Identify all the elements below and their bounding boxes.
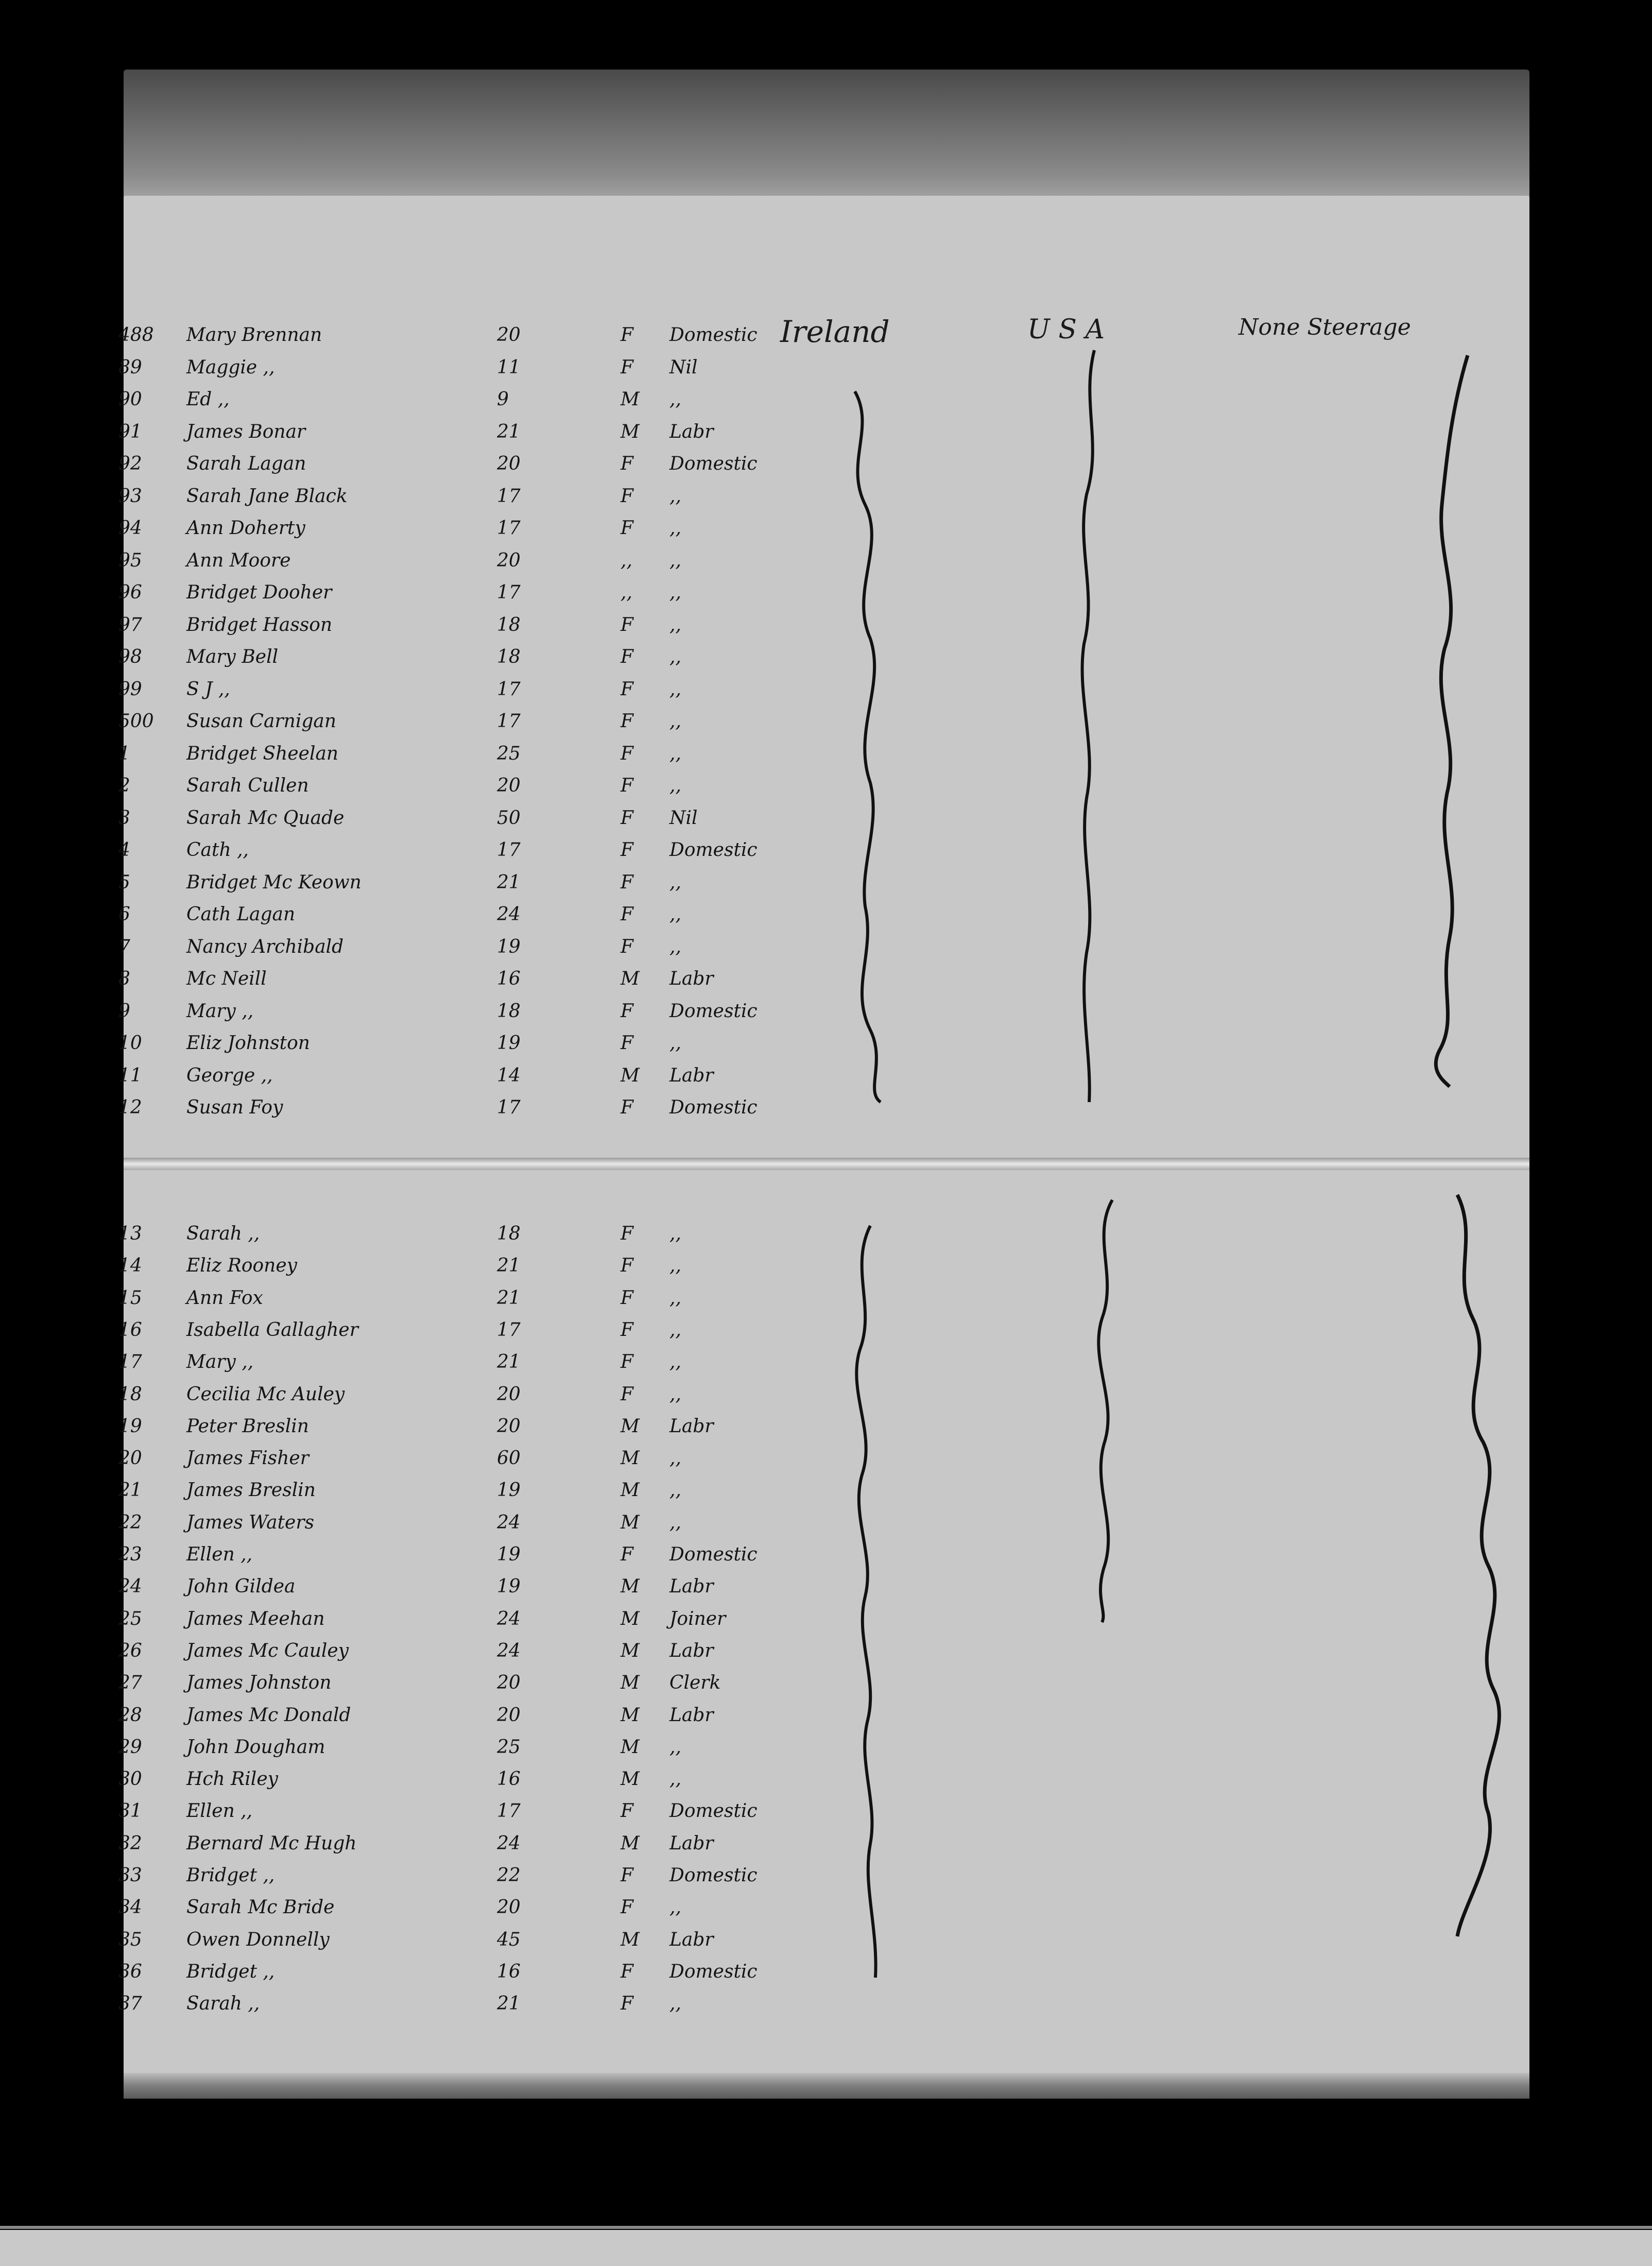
entry-number: 28 xyxy=(118,1704,142,1726)
passenger-sex: M xyxy=(621,1576,640,1598)
passenger-name: James Bonar xyxy=(186,421,306,442)
passenger-age: 25 xyxy=(497,1736,521,1758)
entry-number: 2 xyxy=(118,775,130,796)
passenger-age: 20 xyxy=(497,1415,521,1437)
entry-number: 94 xyxy=(118,518,142,539)
passenger-age: 21 xyxy=(497,1287,521,1309)
passenger-sex: F xyxy=(621,1383,633,1405)
entry-number: 6 xyxy=(118,904,130,925)
passenger-name: Mc Neill xyxy=(186,968,267,989)
entry-number: 29 xyxy=(118,1736,142,1758)
passenger-sex: F xyxy=(621,1961,633,1982)
entry-number: 16 xyxy=(118,1319,142,1341)
passenger-name: George ,, xyxy=(186,1065,273,1086)
passenger-age: 18 xyxy=(497,1223,521,1244)
entry-number: 35 xyxy=(118,1929,142,1950)
passenger-occupation: ,, xyxy=(669,936,681,957)
passenger-sex: F xyxy=(621,485,633,507)
passenger-sex: F xyxy=(621,904,633,925)
passenger-sex: M xyxy=(621,1929,640,1950)
passenger-age: 16 xyxy=(497,968,521,989)
entry-number: 14 xyxy=(118,1255,142,1277)
passenger-sex: M xyxy=(621,1448,640,1469)
passenger-occupation: Joiner xyxy=(669,1608,726,1629)
passenger-age: 16 xyxy=(497,1769,521,1790)
entry-number: 11 xyxy=(118,1065,142,1086)
entry-number: 22 xyxy=(118,1512,142,1533)
entry-number: 13 xyxy=(118,1223,142,1244)
passenger-sex: F xyxy=(621,839,633,861)
entry-number: 89 xyxy=(118,356,142,378)
passenger-occupation: ,, xyxy=(669,1512,681,1533)
entry-number: 21 xyxy=(118,1480,142,1501)
entry-number: 95 xyxy=(118,550,142,571)
passenger-age: 9 xyxy=(497,389,509,410)
passenger-occupation: Labr xyxy=(669,1415,714,1437)
passenger-name: James Mc Donald xyxy=(186,1704,351,1726)
passenger-name: James Fisher xyxy=(186,1448,309,1469)
entry-number: 500 xyxy=(118,711,154,732)
passenger-occupation: Domestic xyxy=(669,1097,758,1118)
passenger-age: 21 xyxy=(497,871,521,893)
passenger-occupation: ,, xyxy=(669,1255,681,1277)
passenger-sex: M xyxy=(621,1065,640,1086)
passenger-occupation: ,, xyxy=(669,1383,681,1405)
passenger-sex: F xyxy=(621,936,633,957)
entry-number: 23 xyxy=(118,1544,142,1565)
entry-number: 91 xyxy=(118,421,142,442)
passenger-name: Isabella Gallagher xyxy=(186,1319,358,1341)
passenger-name: Cecilia Mc Auley xyxy=(186,1383,345,1405)
passenger-name: Mary ,, xyxy=(186,1351,254,1373)
passenger-occupation: ,, xyxy=(669,1319,681,1341)
passenger-age: 17 xyxy=(497,1097,521,1118)
passenger-occupation: ,, xyxy=(669,614,681,636)
passenger-age: 11 xyxy=(497,356,521,378)
passenger-name: Mary Bell xyxy=(186,646,279,667)
passenger-name: Ann Fox xyxy=(186,1287,263,1309)
passenger-sex: M xyxy=(621,1640,640,1661)
passenger-sex: F xyxy=(621,1033,633,1054)
passenger-sex: M xyxy=(621,1769,640,1790)
passenger-name: Bridget ,, xyxy=(186,1961,275,1982)
passenger-age: 20 xyxy=(497,1672,521,1694)
passenger-name: Eliz Johnston xyxy=(186,1033,310,1054)
passenger-occupation: Labr xyxy=(669,1929,714,1950)
passenger-occupation: Labr xyxy=(669,1704,714,1726)
entry-number: 17 xyxy=(118,1351,142,1373)
passenger-occupation: ,, xyxy=(669,550,681,571)
passenger-occupation: ,, xyxy=(669,678,681,700)
passenger-occupation: Domestic xyxy=(669,1000,758,1022)
passenger-age: 19 xyxy=(497,1544,521,1565)
entry-number: 15 xyxy=(118,1287,142,1309)
passenger-name: Sarah Mc Bride xyxy=(186,1897,335,1918)
passenger-occupation: Labr xyxy=(669,421,714,442)
entry-number: 27 xyxy=(118,1672,142,1694)
entry-number: 19 xyxy=(118,1415,142,1437)
passenger-sex: M xyxy=(621,1512,640,1533)
passenger-occupation: Domestic xyxy=(669,1544,758,1565)
entry-number: 37 xyxy=(118,1993,142,2015)
passenger-sex: F xyxy=(621,1097,633,1118)
passenger-age: 50 xyxy=(497,807,521,829)
passenger-occupation: ,, xyxy=(669,389,681,410)
entry-number: 26 xyxy=(118,1640,142,1661)
passenger-sex: F xyxy=(621,678,633,700)
passenger-sex: M xyxy=(621,968,640,989)
passenger-sex: F xyxy=(621,1800,633,1822)
passenger-name: Bridget Mc Keown xyxy=(186,871,362,893)
ditto-line-remarks-top xyxy=(1436,355,1468,1087)
entry-number: 25 xyxy=(118,1608,142,1629)
passenger-occupation: Domestic xyxy=(669,839,758,861)
passenger-sex: F xyxy=(621,1897,633,1918)
entry-number: 93 xyxy=(118,485,142,507)
passenger-sex: F xyxy=(621,1000,633,1022)
passenger-age: 19 xyxy=(497,1480,521,1501)
passenger-name: Sarah ,, xyxy=(186,1223,260,1244)
passenger-age: 21 xyxy=(497,1993,521,2015)
entry-number: 5 xyxy=(118,871,130,893)
entry-number: 90 xyxy=(118,389,142,410)
passenger-name: Ann Doherty xyxy=(186,518,305,539)
passenger-occupation: ,, xyxy=(669,871,681,893)
passenger-sex: F xyxy=(621,807,633,829)
passenger-name: Bridget ,, xyxy=(186,1865,275,1886)
passenger-name: Hch Riley xyxy=(186,1769,278,1790)
destination-header: U S A xyxy=(1027,314,1105,345)
passenger-name: Maggie ,, xyxy=(186,356,275,378)
passenger-occupation: Clerk xyxy=(669,1672,721,1694)
ditto-line-remarks-bottom xyxy=(1457,1195,1499,1936)
passenger-occupation: ,, xyxy=(669,1448,681,1469)
passenger-occupation: Nil xyxy=(669,356,698,378)
ditto-line-country-top xyxy=(855,391,881,1102)
passenger-age: 20 xyxy=(497,1897,521,1918)
passenger-occupation: ,, xyxy=(669,904,681,925)
passenger-name: James Waters xyxy=(186,1512,315,1533)
passenger-age: 21 xyxy=(497,421,521,442)
passenger-occupation: Nil xyxy=(669,807,698,829)
passenger-age: 24 xyxy=(497,1512,521,1533)
passenger-age: 17 xyxy=(497,485,521,507)
passenger-sex: M xyxy=(621,389,640,410)
passenger-name: Mary Brennan xyxy=(186,324,322,346)
passenger-name: Ellen ,, xyxy=(186,1800,253,1822)
passenger-occupation: Domestic xyxy=(669,453,758,474)
passenger-name: Nancy Archibald xyxy=(186,936,344,957)
entry-number: 30 xyxy=(118,1769,142,1790)
passenger-name: Bernard Mc Hugh xyxy=(186,1832,357,1854)
passenger-age: 17 xyxy=(497,582,521,603)
entry-number: 10 xyxy=(118,1033,142,1054)
ditto-line-country-bottom xyxy=(856,1226,875,1978)
passenger-sex: F xyxy=(621,775,633,796)
passenger-age: 20 xyxy=(497,775,521,796)
entry-number: 8 xyxy=(118,968,130,989)
country-header: Ireland xyxy=(780,314,890,349)
passenger-name: James Breslin xyxy=(186,1480,316,1501)
entry-number: 99 xyxy=(118,678,142,700)
passenger-age: 24 xyxy=(497,1608,521,1629)
passenger-age: 18 xyxy=(497,1000,521,1022)
passenger-occupation: Labr xyxy=(669,1065,714,1086)
passenger-name: Ellen ,, xyxy=(186,1544,253,1565)
passenger-name: Sarah Lagan xyxy=(186,453,306,474)
passenger-name: Owen Donnelly xyxy=(186,1929,330,1950)
entry-number: 4 xyxy=(118,839,130,861)
passenger-name: James Johnston xyxy=(186,1672,332,1694)
passenger-name: Bridget Dooher xyxy=(186,582,332,603)
entry-number: 18 xyxy=(118,1383,142,1405)
passenger-occupation: ,, xyxy=(669,1033,681,1054)
passenger-age: 18 xyxy=(497,614,521,636)
passenger-age: 21 xyxy=(497,1351,521,1373)
passenger-sex: M xyxy=(621,421,640,442)
passenger-occupation: ,, xyxy=(669,743,681,764)
passenger-sex: F xyxy=(621,1865,633,1886)
passenger-sex: F xyxy=(621,614,633,636)
entry-number: 98 xyxy=(118,646,142,667)
passenger-age: 60 xyxy=(497,1448,521,1469)
passenger-sex: M xyxy=(621,1608,640,1629)
passenger-occupation: ,, xyxy=(669,1736,681,1758)
entry-number: 32 xyxy=(118,1832,142,1854)
passenger-name: Peter Breslin xyxy=(186,1415,309,1437)
entry-number: 7 xyxy=(118,936,130,957)
passenger-sex: F xyxy=(621,1223,633,1244)
passenger-sex: F xyxy=(621,518,633,539)
passenger-name: Eliz Rooney xyxy=(186,1255,297,1277)
passenger-occupation: Domestic xyxy=(669,1961,758,1982)
entry-number: 97 xyxy=(118,614,142,636)
passenger-occupation: ,, xyxy=(669,1897,681,1918)
passenger-occupation: ,, xyxy=(669,711,681,732)
passenger-sex: ,, xyxy=(621,582,632,603)
passenger-age: 20 xyxy=(497,1383,521,1405)
passenger-age: 17 xyxy=(497,839,521,861)
passenger-occupation: ,, xyxy=(669,485,681,507)
passenger-sex: F xyxy=(621,453,633,474)
entry-number: 36 xyxy=(118,1961,142,1982)
entry-number: 488 xyxy=(118,324,154,346)
passenger-sex: F xyxy=(621,1319,633,1341)
passenger-age: 17 xyxy=(497,518,521,539)
passenger-age: 16 xyxy=(497,1961,521,1982)
passenger-age: 17 xyxy=(497,1319,521,1341)
passenger-name: Ed ,, xyxy=(186,389,230,410)
passenger-name: James Meehan xyxy=(186,1608,325,1629)
passenger-name: Susan Carnigan xyxy=(186,711,337,732)
passenger-occupation: Domestic xyxy=(669,1865,758,1886)
passenger-sex: F xyxy=(621,1287,633,1309)
ditto-line-destination-bottom xyxy=(1098,1200,1112,1622)
passenger-name: Bridget Sheelan xyxy=(186,743,339,764)
passenger-name: Ann Moore xyxy=(186,550,291,571)
entry-number: 24 xyxy=(118,1576,142,1598)
passenger-sex: F xyxy=(621,1544,633,1565)
passenger-occupation: ,, xyxy=(669,1993,681,2015)
passenger-sex: F xyxy=(621,646,633,667)
passenger-occupation: ,, xyxy=(669,518,681,539)
entry-number: 34 xyxy=(118,1897,142,1918)
passenger-occupation: Labr xyxy=(669,968,714,989)
passenger-age: 24 xyxy=(497,904,521,925)
passenger-age: 17 xyxy=(497,711,521,732)
passenger-age: 19 xyxy=(497,1576,521,1598)
passenger-sex: M xyxy=(621,1704,640,1726)
passenger-name: Cath ,, xyxy=(186,839,249,861)
passenger-age: 21 xyxy=(497,1255,521,1277)
passenger-sex: M xyxy=(621,1480,640,1501)
passenger-occupation: ,, xyxy=(669,1287,681,1309)
passenger-name: John Dougham xyxy=(186,1736,325,1758)
entry-number: 31 xyxy=(118,1800,142,1822)
entry-number: 12 xyxy=(118,1097,142,1118)
passenger-sex: F xyxy=(621,1993,633,2015)
passenger-age: 19 xyxy=(497,936,521,957)
passenger-occupation: ,, xyxy=(669,1769,681,1790)
passenger-occupation: ,, xyxy=(669,1351,681,1373)
passenger-sex: M xyxy=(621,1736,640,1758)
passenger-name: Susan Foy xyxy=(186,1097,283,1118)
passenger-sex: F xyxy=(621,1351,633,1373)
remarks-header: None Steerage xyxy=(1238,314,1411,340)
passenger-name: S J ,, xyxy=(186,678,230,700)
passenger-sex: F xyxy=(621,711,633,732)
passenger-age: 25 xyxy=(497,743,521,764)
passenger-occupation: Labr xyxy=(669,1640,714,1661)
passenger-name: Sarah Mc Quade xyxy=(186,807,345,829)
passenger-age: 18 xyxy=(497,646,521,667)
entry-number: 96 xyxy=(118,582,142,603)
entry-number: 1 xyxy=(118,743,130,764)
passenger-sex: M xyxy=(621,1832,640,1854)
passenger-sex: F xyxy=(621,1255,633,1277)
passenger-age: 24 xyxy=(497,1832,521,1854)
passenger-sex: F xyxy=(621,743,633,764)
passenger-age: 20 xyxy=(497,1704,521,1726)
ditto-line-destination-top xyxy=(1082,350,1094,1102)
passenger-sex: M xyxy=(621,1672,640,1694)
passenger-sex: ,, xyxy=(621,550,632,571)
passenger-age: 22 xyxy=(497,1865,521,1886)
entry-number: 3 xyxy=(118,807,130,829)
passenger-age: 14 xyxy=(497,1065,521,1086)
entry-number: 33 xyxy=(118,1865,142,1886)
entry-number: 9 xyxy=(118,1000,130,1022)
passenger-occupation: ,, xyxy=(669,775,681,796)
passenger-age: 20 xyxy=(497,453,521,474)
passenger-name: Mary ,, xyxy=(186,1000,254,1022)
passenger-occupation: Labr xyxy=(669,1832,714,1854)
passenger-sex: F xyxy=(621,324,633,346)
passenger-sex: F xyxy=(621,871,633,893)
passenger-name: Sarah Cullen xyxy=(186,775,309,796)
passenger-occupation: ,, xyxy=(669,582,681,603)
passenger-sex: F xyxy=(621,356,633,378)
passenger-name: Bridget Hasson xyxy=(186,614,333,636)
passenger-name: John Gildea xyxy=(186,1576,296,1598)
passenger-age: 19 xyxy=(497,1033,521,1054)
passenger-name: Cath Lagan xyxy=(186,904,296,925)
passenger-occupation: ,, xyxy=(669,1223,681,1244)
passenger-occupation: ,, xyxy=(669,646,681,667)
entry-number: 92 xyxy=(118,453,142,474)
passenger-occupation: Domestic xyxy=(669,1800,758,1822)
passenger-name: Sarah ,, xyxy=(186,1993,260,2015)
passenger-age: 17 xyxy=(497,678,521,700)
passenger-age: 45 xyxy=(497,1929,521,1950)
passenger-age: 24 xyxy=(497,1640,521,1661)
passenger-occupation: Labr xyxy=(669,1576,714,1598)
passenger-occupation: Domestic xyxy=(669,324,758,346)
passenger-occupation: ,, xyxy=(669,1480,681,1501)
passenger-sex: M xyxy=(621,1415,640,1437)
passenger-age: 17 xyxy=(497,1800,521,1822)
passenger-age: 20 xyxy=(497,324,521,346)
passenger-name: James Mc Cauley xyxy=(186,1640,349,1661)
passenger-age: 20 xyxy=(497,550,521,571)
passenger-name: Sarah Jane Black xyxy=(186,485,348,507)
entry-number: 20 xyxy=(118,1448,142,1469)
